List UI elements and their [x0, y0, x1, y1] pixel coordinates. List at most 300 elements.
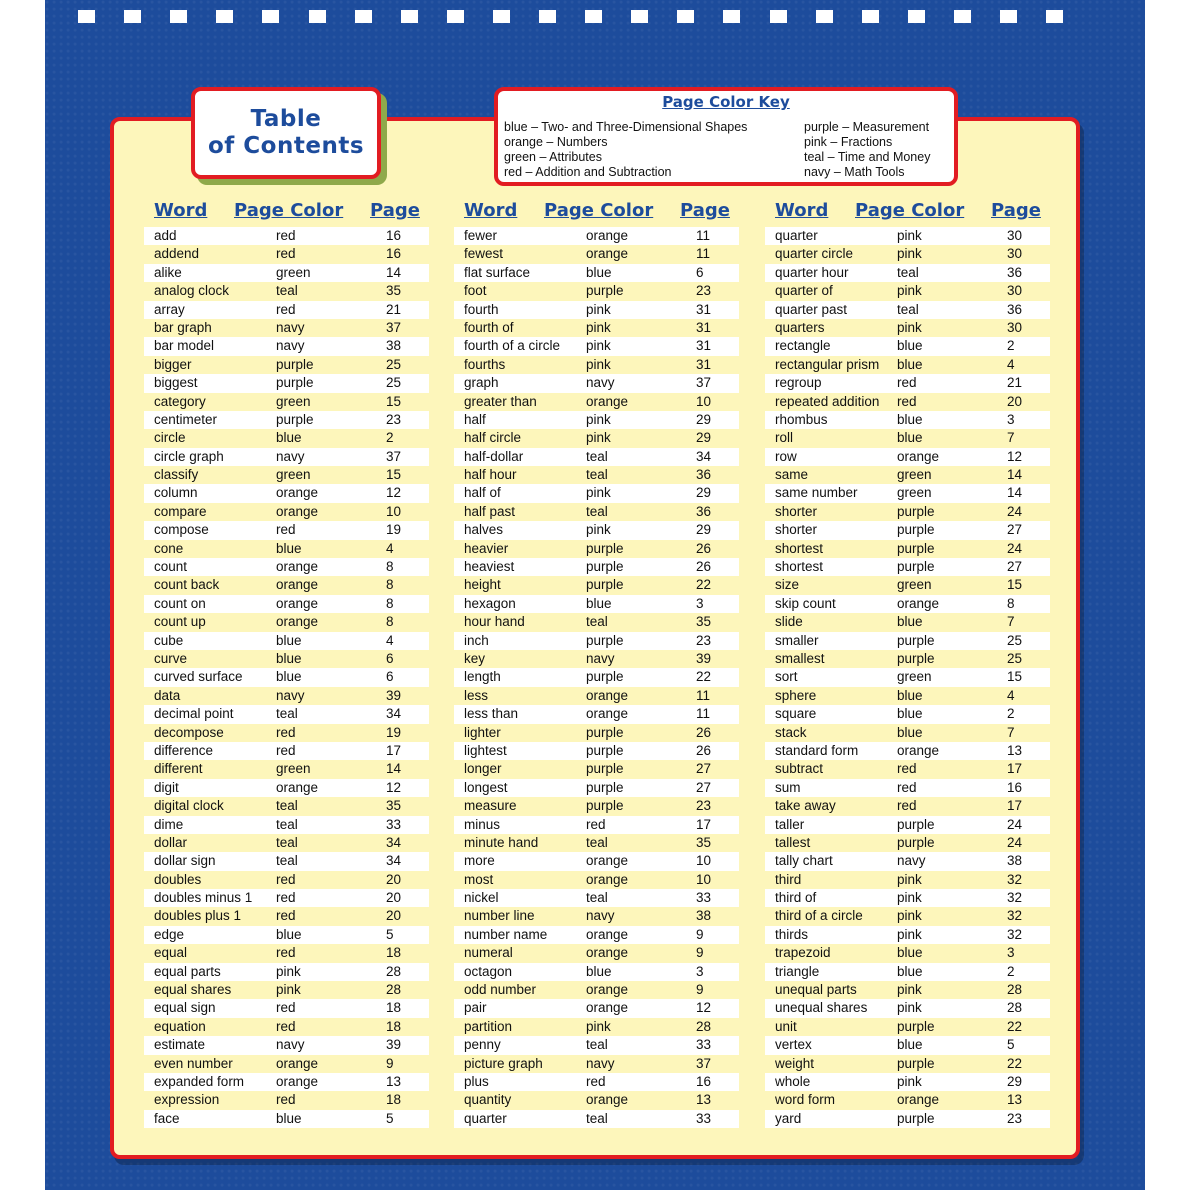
entry-page-number: 31: [696, 356, 712, 372]
entry-page-number: 20: [1007, 393, 1023, 409]
entry-page-color: purple: [276, 356, 314, 372]
table-row: [765, 264, 1050, 282]
entry-page-number: 13: [1007, 742, 1023, 758]
entry-page-number: 33: [696, 1037, 712, 1053]
entry-page-number: 33: [696, 1110, 712, 1126]
entry-word: dollar: [154, 834, 188, 850]
entry-page-number: 21: [1007, 375, 1023, 391]
entry-page-number: 16: [696, 1073, 712, 1089]
entry-page-number: 31: [696, 301, 712, 317]
table-row: [454, 411, 739, 429]
entry-page-number: 22: [696, 669, 712, 685]
entry-page-number: 35: [386, 798, 402, 814]
entry-page-number: 36: [1007, 301, 1023, 317]
entry-page-color: orange: [276, 614, 319, 630]
table-row: [454, 981, 739, 999]
entry-word: number name: [464, 926, 548, 942]
table-row: [144, 797, 429, 815]
entry-page-number: 13: [696, 1092, 712, 1108]
table-row: [454, 1073, 739, 1091]
entry-page-number: 35: [386, 283, 402, 299]
entry-page-color: pink: [586, 522, 611, 538]
entry-word: graph: [464, 375, 499, 391]
entry-page-color: teal: [586, 890, 608, 906]
entry-word: plus: [464, 1073, 489, 1089]
key-entry-green: green – Attributes: [504, 150, 602, 164]
entry-page-color: navy: [897, 853, 926, 869]
entry-word: word form: [775, 1092, 836, 1108]
entry-page-number: 31: [696, 338, 712, 354]
table-row: [765, 319, 1050, 337]
binder-hole: [447, 10, 464, 23]
table-row: [765, 521, 1050, 539]
entry-page-color: orange: [276, 559, 319, 575]
entry-page-color: purple: [897, 540, 935, 556]
table-row: [765, 650, 1050, 668]
entry-word: equal parts: [154, 963, 221, 979]
entry-word: difference: [154, 742, 214, 758]
table-row: [765, 705, 1050, 723]
table-row: [454, 429, 739, 447]
entry-page-number: 27: [1007, 559, 1023, 575]
table-row: [765, 576, 1050, 594]
entry-page-color: purple: [897, 522, 935, 538]
entry-word: key: [464, 650, 486, 666]
table-row: [765, 429, 1050, 447]
entry-word: less than: [464, 706, 519, 722]
entry-page-number: 28: [386, 982, 402, 998]
table-row: [144, 650, 429, 668]
word-list: [144, 227, 429, 1128]
entry-page-color: blue: [276, 430, 302, 446]
entry-page-color: purple: [897, 1018, 935, 1034]
entry-page-color: red: [897, 375, 917, 391]
table-row: [454, 540, 739, 558]
header-page: Page: [680, 200, 730, 221]
table-row: [144, 668, 429, 686]
entry-page-number: 28: [696, 1018, 712, 1034]
table-row: [144, 301, 429, 319]
table-row: [144, 1091, 429, 1109]
entry-page-color: purple: [586, 798, 624, 814]
entry-page-number: 17: [1007, 761, 1023, 777]
entry-page-number: 3: [696, 963, 704, 979]
entry-word: rhombus: [775, 411, 828, 427]
entry-word: standard form: [775, 742, 859, 758]
table-row: [765, 282, 1050, 300]
entry-page-number: 13: [1007, 1092, 1023, 1108]
entry-word: subtract: [775, 761, 824, 777]
entry-page-color: orange: [276, 1055, 319, 1071]
entry-page-color: pink: [586, 411, 611, 427]
entry-word: tallest: [775, 834, 811, 850]
entry-page-number: 25: [386, 356, 402, 372]
entry-word: slide: [775, 614, 803, 630]
table-row: [765, 889, 1050, 907]
table-row: [144, 521, 429, 539]
entry-word: column: [154, 485, 198, 501]
entry-page-color: teal: [586, 834, 608, 850]
entry-page-color: teal: [276, 798, 298, 814]
entry-page-number: 23: [696, 798, 712, 814]
entry-word: addend: [154, 246, 200, 262]
entry-page-color: teal: [586, 614, 608, 630]
entry-page-color: teal: [897, 301, 919, 317]
entry-page-color: teal: [276, 834, 298, 850]
table-row: [454, 705, 739, 723]
entry-page-number: 8: [386, 559, 394, 575]
entry-page-color: blue: [586, 963, 612, 979]
entry-word: greater than: [464, 393, 537, 409]
entry-word: sort: [775, 669, 798, 685]
table-row: [765, 779, 1050, 797]
entry-page-number: 18: [386, 1018, 402, 1034]
entry-word: numeral: [464, 945, 513, 961]
entry-word: doubles plus 1: [154, 908, 242, 924]
entry-word: alike: [154, 264, 182, 280]
entry-page-number: 30: [1007, 246, 1023, 262]
entry-word: longest: [464, 779, 508, 795]
entry-page-number: 9: [696, 926, 704, 942]
header-word: Word: [775, 200, 829, 221]
entry-page-color: pink: [276, 963, 301, 979]
binder-hole: [78, 10, 95, 23]
entry-page-color: orange: [897, 1092, 940, 1108]
entry-word: third of: [775, 890, 817, 906]
entry-page-color: teal: [276, 816, 298, 832]
entry-page-number: 4: [386, 540, 394, 556]
table-row: [454, 245, 739, 263]
entry-page-color: pink: [897, 926, 922, 942]
table-row: [765, 999, 1050, 1017]
entry-word: fewer: [464, 228, 498, 243]
entry-page-color: teal: [897, 264, 919, 280]
entry-word: category: [154, 393, 206, 409]
entry-page-number: 6: [386, 669, 394, 685]
entry-page-color: orange: [276, 577, 319, 593]
table-row: [765, 301, 1050, 319]
entry-page-color: purple: [897, 559, 935, 575]
table-row: [454, 356, 739, 374]
table-row: [144, 264, 429, 282]
entry-word: heaviest: [464, 559, 515, 575]
entry-page-number: 22: [1007, 1055, 1023, 1071]
entry-page-color: orange: [586, 706, 629, 722]
table-row: [765, 595, 1050, 613]
entry-word: lightest: [464, 742, 507, 758]
entry-page-color: blue: [897, 963, 923, 979]
entry-word: fourth of a circle: [464, 338, 561, 354]
table-row: [765, 816, 1050, 834]
entry-word: half circle: [464, 430, 522, 446]
entry-page-number: 18: [386, 1092, 402, 1108]
table-row: [765, 245, 1050, 263]
entry-page-number: 39: [386, 687, 402, 703]
entry-page-color: blue: [276, 540, 302, 556]
entry-word: half: [464, 411, 486, 427]
entry-page-number: 16: [386, 246, 402, 262]
entry-word: expanded form: [154, 1073, 245, 1089]
entry-word: face: [154, 1110, 180, 1126]
entry-word: unequal shares: [775, 1000, 868, 1016]
entry-page-color: pink: [897, 1073, 922, 1089]
entry-word: hexagon: [464, 595, 516, 611]
entry-word: more: [464, 853, 495, 869]
entry-word: yard: [775, 1110, 802, 1126]
entry-page-color: purple: [586, 724, 624, 740]
entry-word: pair: [464, 1000, 487, 1016]
entry-word: classify: [154, 467, 199, 483]
entry-page-color: orange: [586, 871, 629, 887]
table-row: [454, 944, 739, 962]
table-row: [454, 503, 739, 521]
entry-word: longer: [464, 761, 502, 777]
entry-word: centimeter: [154, 411, 218, 427]
table-row: [144, 227, 429, 245]
entry-page-number: 12: [696, 1000, 712, 1016]
entry-word: octagon: [464, 963, 513, 979]
header-page: Page: [370, 200, 420, 221]
entry-page-color: blue: [897, 356, 923, 372]
entry-page-number: 20: [386, 871, 402, 887]
entry-page-number: 22: [696, 577, 712, 593]
table-row: [144, 1036, 429, 1054]
entry-word: dollar sign: [154, 853, 216, 869]
entry-page-number: 12: [1007, 448, 1023, 464]
key-entry-blue: blue – Two- and Three-Dimensional Shapes: [504, 120, 748, 134]
entry-page-number: 7: [1007, 724, 1015, 740]
entry-page-color: purple: [897, 503, 935, 519]
header-word: Word: [154, 200, 208, 221]
binder-holes: [0, 0, 1190, 30]
entry-page-color: pink: [586, 430, 611, 446]
entry-page-color: navy: [586, 375, 615, 391]
entry-word: take away: [775, 798, 836, 814]
entry-page-color: orange: [586, 853, 629, 869]
entry-word: quarter of: [775, 283, 833, 299]
table-row: [454, 521, 739, 539]
entry-page-color: blue: [897, 430, 923, 446]
entry-page-color: green: [897, 669, 932, 685]
entry-page-number: 24: [1007, 816, 1023, 832]
entry-page-number: 36: [1007, 264, 1023, 280]
entry-page-number: 26: [696, 540, 712, 556]
entry-page-color: orange: [586, 1092, 629, 1108]
entry-page-number: 14: [386, 761, 402, 777]
entry-page-number: 29: [696, 411, 712, 427]
table-row: [144, 503, 429, 521]
entry-page-number: 33: [386, 816, 402, 832]
entry-page-color: teal: [586, 1110, 608, 1126]
entry-word: count back: [154, 577, 220, 593]
table-row: [454, 632, 739, 650]
entry-page-number: 28: [1007, 982, 1023, 998]
page-color-key: [494, 87, 958, 186]
table-row: [765, 558, 1050, 576]
entry-page-color: purple: [897, 650, 935, 666]
entry-word: shorter: [775, 522, 818, 538]
entry-page-color: purple: [897, 1110, 935, 1126]
entry-page-color: blue: [897, 338, 923, 354]
binder-hole: [309, 10, 326, 23]
table-row: [454, 576, 739, 594]
entry-page-color: green: [276, 393, 311, 409]
entry-word: rectangular prism: [775, 356, 880, 372]
table-row: [144, 687, 429, 705]
entry-page-color: orange: [586, 1000, 629, 1016]
binder-hole: [262, 10, 279, 23]
entry-page-color: navy: [276, 687, 305, 703]
table-row: [144, 981, 429, 999]
entry-page-number: 19: [386, 522, 402, 538]
table-row: [765, 393, 1050, 411]
entry-page-color: pink: [897, 890, 922, 906]
table-row: [454, 1055, 739, 1073]
entry-page-color: red: [897, 393, 917, 409]
table-row: [454, 1110, 739, 1128]
binder-hole: [1000, 10, 1017, 23]
entry-page-color: orange: [586, 228, 629, 243]
table-row: [765, 852, 1050, 870]
entry-word: whole: [775, 1073, 811, 1089]
entry-word: shorter: [775, 503, 818, 519]
binder-hole: [723, 10, 740, 23]
entry-page-color: blue: [276, 632, 302, 648]
entry-page-number: 10: [696, 393, 712, 409]
table-row: [765, 742, 1050, 760]
entry-word: edge: [154, 926, 185, 942]
entry-page-color: orange: [276, 1073, 319, 1089]
entry-word: repeated addition: [775, 393, 880, 409]
table-row: [454, 558, 739, 576]
entry-word: unit: [775, 1018, 797, 1034]
table-row: [144, 374, 429, 392]
table-row: [454, 282, 739, 300]
table-row: [765, 668, 1050, 686]
entry-page-number: 16: [1007, 779, 1023, 795]
entry-page-number: 30: [1007, 228, 1023, 243]
entry-page-color: blue: [276, 926, 302, 942]
entry-page-number: 34: [386, 834, 402, 850]
table-row: [144, 576, 429, 594]
table-row: [454, 779, 739, 797]
entry-page-color: pink: [276, 982, 301, 998]
entry-page-number: 8: [386, 595, 394, 611]
entry-page-color: green: [276, 761, 311, 777]
entry-page-color: navy: [276, 448, 305, 464]
entry-page-color: pink: [897, 982, 922, 998]
entry-page-color: orange: [586, 393, 629, 409]
entry-page-color: blue: [897, 614, 923, 630]
table-row: [765, 1091, 1050, 1109]
entry-page-number: 31: [696, 319, 712, 335]
entry-word: digital clock: [154, 798, 224, 814]
table-row: [454, 448, 739, 466]
entry-page-number: 29: [696, 522, 712, 538]
table-row: [765, 227, 1050, 245]
entry-page-color: green: [276, 467, 311, 483]
key-entry-purple: purple – Measurement: [804, 120, 930, 134]
table-row: [144, 337, 429, 355]
entry-word: compare: [154, 503, 207, 519]
entry-page-number: 15: [386, 467, 402, 483]
table-row: [454, 871, 739, 889]
table-row: [765, 1036, 1050, 1054]
table-row: [765, 466, 1050, 484]
entry-page-number: 24: [1007, 540, 1023, 556]
table-row: [144, 705, 429, 723]
table-row: [765, 484, 1050, 502]
title-box: [191, 87, 381, 179]
table-row: [144, 907, 429, 925]
table-row: [454, 484, 739, 502]
entry-page-color: red: [276, 1018, 296, 1034]
table-row: [765, 944, 1050, 962]
entry-word: count on: [154, 595, 206, 611]
entry-page-number: 8: [1007, 595, 1015, 611]
table-row: [144, 926, 429, 944]
entry-page-number: 14: [1007, 485, 1023, 501]
binder-hole: [1046, 10, 1063, 23]
entry-page-number: 8: [386, 614, 394, 630]
entry-word: cube: [154, 632, 184, 648]
table-row: [144, 852, 429, 870]
entry-page-color: pink: [897, 908, 922, 924]
table-row: [454, 963, 739, 981]
table-row: [144, 724, 429, 742]
word-list: [454, 227, 739, 1128]
entry-page-color: orange: [586, 982, 629, 998]
table-row: [765, 687, 1050, 705]
entry-word: odd number: [464, 982, 537, 998]
entry-page-number: 30: [1007, 283, 1023, 299]
entry-page-number: 10: [386, 503, 402, 519]
table-row: [144, 411, 429, 429]
entry-word: digit: [154, 779, 179, 795]
entry-page-color: red: [897, 761, 917, 777]
table-row: [144, 245, 429, 263]
entry-word: quarter hour: [775, 264, 849, 280]
entry-page-color: blue: [897, 724, 923, 740]
table-row: [144, 466, 429, 484]
entry-word: number line: [464, 908, 535, 924]
entry-word: quarter past: [775, 301, 848, 317]
entry-page-color: teal: [586, 1037, 608, 1053]
table-row: [454, 687, 739, 705]
entry-word: halves: [464, 522, 504, 538]
binder-hole: [908, 10, 925, 23]
entry-page-color: red: [276, 742, 296, 758]
entry-page-number: 10: [696, 871, 712, 887]
entry-page-color: pink: [586, 485, 611, 501]
key-entry-teal: teal – Time and Money: [804, 150, 931, 164]
entry-page-number: 38: [386, 338, 402, 354]
table-row: [144, 944, 429, 962]
entry-page-color: blue: [586, 264, 612, 280]
table-row: [144, 319, 429, 337]
entry-page-number: 10: [696, 853, 712, 869]
entry-page-color: orange: [276, 595, 319, 611]
entry-word: bigger: [154, 356, 192, 372]
entry-page-color: blue: [276, 650, 302, 666]
header-page: Page: [991, 200, 1041, 221]
table-row: [454, 742, 739, 760]
entry-word: decompose: [154, 724, 224, 740]
table-row: [144, 871, 429, 889]
key-entry-pink: pink – Fractions: [804, 135, 893, 149]
entry-word: sum: [775, 779, 801, 795]
entry-word: expression: [154, 1092, 220, 1108]
